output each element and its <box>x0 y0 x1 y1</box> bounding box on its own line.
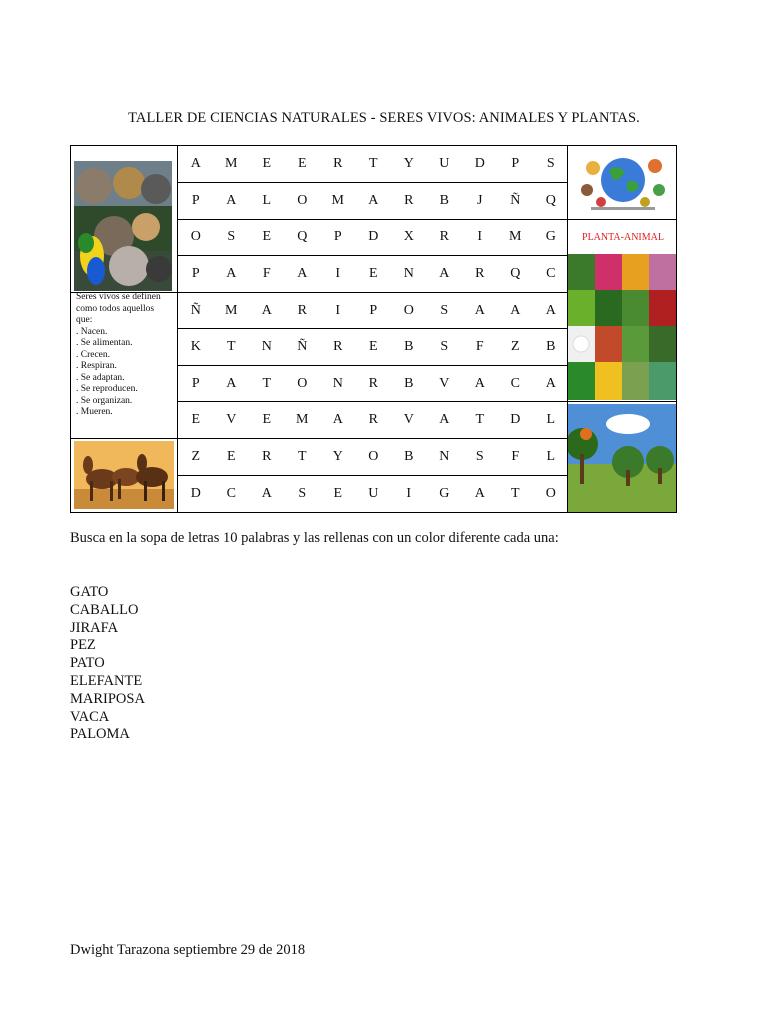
grid-letter: K <box>190 339 201 355</box>
grid-letter: L <box>262 192 272 208</box>
grid-letter: P <box>369 302 378 318</box>
living-beings-definition <box>76 292 176 419</box>
grid-letter: T <box>368 156 378 172</box>
grid-letter: A <box>332 412 343 428</box>
grid-letter: Z <box>191 449 201 465</box>
grid-letter: O <box>368 449 379 465</box>
grid-letter: F <box>475 339 484 355</box>
grid-letter: E <box>297 156 307 172</box>
grid-letter: U <box>439 156 450 172</box>
grid-letter: L <box>546 412 556 428</box>
grid-letter: B <box>404 375 414 391</box>
definition-line: . Respiran. <box>76 361 117 371</box>
word-list-item: PEZ <box>70 637 96 654</box>
definition-line: . Se adaptan. <box>76 372 125 383</box>
grid-letter: M <box>509 229 522 245</box>
grid-letter: O <box>190 229 201 245</box>
grid-letter: F <box>511 449 520 465</box>
grid-letter: Y <box>332 449 343 465</box>
word-list-item: ELEFANTE <box>70 672 143 689</box>
grid-letter: N <box>403 266 414 282</box>
grid-letter: R <box>475 266 485 282</box>
horses-image <box>74 441 174 509</box>
grid-letter: A <box>439 412 450 428</box>
grid-letter: O <box>297 192 308 208</box>
definition-line: Seres vivos se definen <box>76 292 161 302</box>
grid-letter: E <box>368 266 378 282</box>
grid-letter: Ñ <box>510 192 521 208</box>
grid-letter: V <box>439 375 450 391</box>
grid-letter: Q <box>297 229 308 245</box>
grid-letter: S <box>440 302 449 318</box>
grid-letter: R <box>333 339 343 355</box>
grid-letter: E <box>262 229 272 245</box>
grid-letter: J <box>477 192 483 208</box>
grid-letter: T <box>226 339 236 355</box>
grid-letter: T <box>510 485 520 501</box>
grid-letter: A <box>368 192 379 208</box>
instructions-text: Busca en la sopa de letras 10 palabras y las rellenas con un color diferente cada una: <box>70 530 559 546</box>
grid-letter: A <box>226 192 237 208</box>
grid-letter: R <box>368 412 378 428</box>
grid-letter: M <box>225 302 238 318</box>
grid-letter: S <box>298 485 307 501</box>
word-list-item: VACA <box>70 708 110 725</box>
grid-letter: V <box>226 412 237 428</box>
grid-letter: R <box>368 375 378 391</box>
globe-animals-image <box>571 150 675 214</box>
grid-letter: Ñ <box>190 302 201 318</box>
grid-letter: Z <box>510 339 520 355</box>
author-date-footer: Dwight Tarazona septiembre 29 de 2018 <box>70 942 306 958</box>
grid-letter: S <box>440 339 449 355</box>
grid-letter: R <box>262 449 272 465</box>
grid-letter: T <box>475 412 485 428</box>
grid-letter: D <box>368 229 379 245</box>
grid-letter: A <box>439 266 450 282</box>
grid-letter: R <box>404 192 414 208</box>
word-list <box>70 584 145 744</box>
grid-letter: M <box>296 412 309 428</box>
grid-letter: E <box>191 412 201 428</box>
page-title: TALLER DE CIENCIAS NATURALES - SERES VIVOS: ANIMALES Y PLANTAS. <box>128 110 640 126</box>
word-list-item: JIRAFA <box>70 619 119 636</box>
grid-letter: A <box>226 266 237 282</box>
grid-letter: E <box>262 156 272 172</box>
grid-letter: O <box>297 375 308 391</box>
grid-letter: P <box>191 266 200 282</box>
grid-letter: P <box>191 375 200 391</box>
definition-line: . Se organizan. <box>76 395 133 406</box>
grid-letter: S <box>475 449 484 465</box>
grid-letter: B <box>439 192 449 208</box>
grid-letter: B <box>404 449 414 465</box>
grid-letter: Ñ <box>297 339 308 355</box>
grid-letter: N <box>332 375 343 391</box>
grid-letter: R <box>297 302 307 318</box>
grid-letter: B <box>546 339 556 355</box>
definition-line: . Mueren. <box>76 407 113 417</box>
grid-letter: S <box>546 156 555 172</box>
grid-letter: P <box>511 156 520 172</box>
grid-letter: S <box>227 229 236 245</box>
grid-letter: A <box>474 485 485 501</box>
grid-letter: T <box>262 375 272 391</box>
orchard-landscape-image <box>568 404 676 512</box>
grid-letter: A <box>261 485 272 501</box>
grid-letter: L <box>546 449 556 465</box>
grid-letter: G <box>439 485 450 501</box>
word-list-item: PATO <box>70 655 105 672</box>
definition-line: . Se reproducen. <box>76 384 138 394</box>
grid-letter: T <box>297 449 307 465</box>
grid-letter: D <box>474 156 485 172</box>
grid-letter: A <box>545 302 556 318</box>
grid-letter: E <box>368 339 378 355</box>
grid-letter: G <box>545 229 556 245</box>
grid-letter: M <box>225 156 238 172</box>
grid-letter: C <box>546 266 556 282</box>
grid-letter: P <box>333 229 342 245</box>
grid-letter: Y <box>403 156 414 172</box>
planta-animal-label: PLANTA-ANIMAL <box>582 231 664 243</box>
grid-letter: E <box>333 485 343 501</box>
grid-letter: O <box>403 302 414 318</box>
grid-letter: A <box>190 156 201 172</box>
grid-letter: D <box>510 412 521 428</box>
grid-letter: Q <box>510 266 521 282</box>
word-list-item: PALOMA <box>70 726 130 743</box>
animals-collage-image <box>74 161 172 291</box>
definition-line: que: <box>76 315 93 325</box>
grid-letter: U <box>368 485 379 501</box>
definition-line: . Crecen. <box>76 349 111 360</box>
grid-letter: R <box>439 229 449 245</box>
grid-letter: E <box>226 449 236 465</box>
grid-letter: A <box>474 375 485 391</box>
grid-letter: P <box>191 192 200 208</box>
grid-letter: F <box>262 266 271 282</box>
grid-letter: A <box>226 375 237 391</box>
grid-letter: A <box>510 302 521 318</box>
word-list-item: MARIPOSA <box>70 690 145 707</box>
grid-letter: I <box>335 266 341 282</box>
grid-letter: C <box>510 375 520 391</box>
grid-letter: C <box>226 485 236 501</box>
grid-letter: X <box>403 229 414 245</box>
grid-letter: D <box>190 485 201 501</box>
plants-collage-image <box>568 254 676 400</box>
grid-letter: N <box>261 339 272 355</box>
grid-letter: A <box>297 266 308 282</box>
grid-letter: O <box>545 485 556 501</box>
grid-letter: I <box>335 302 341 318</box>
definition-line: . Nacen. <box>76 326 108 337</box>
grid-letter: E <box>262 412 272 428</box>
grid-letter: N <box>439 449 450 465</box>
definition-line: como todos aquellos <box>76 303 155 314</box>
grid-letter: B <box>404 339 414 355</box>
grid-letter: A <box>261 302 272 318</box>
grid-letter: I <box>477 229 483 245</box>
grid-letter: A <box>474 302 485 318</box>
word-list-item: CABALLO <box>70 601 139 618</box>
grid-letter: V <box>403 412 414 428</box>
grid-letter: I <box>406 485 412 501</box>
grid-letter: Q <box>545 192 556 208</box>
grid-letter: A <box>545 375 556 391</box>
definition-line: . Se alimentan. <box>76 338 133 348</box>
grid-letter: M <box>331 192 344 208</box>
grid-letter: R <box>333 156 343 172</box>
word-list-item: GATO <box>70 584 109 600</box>
